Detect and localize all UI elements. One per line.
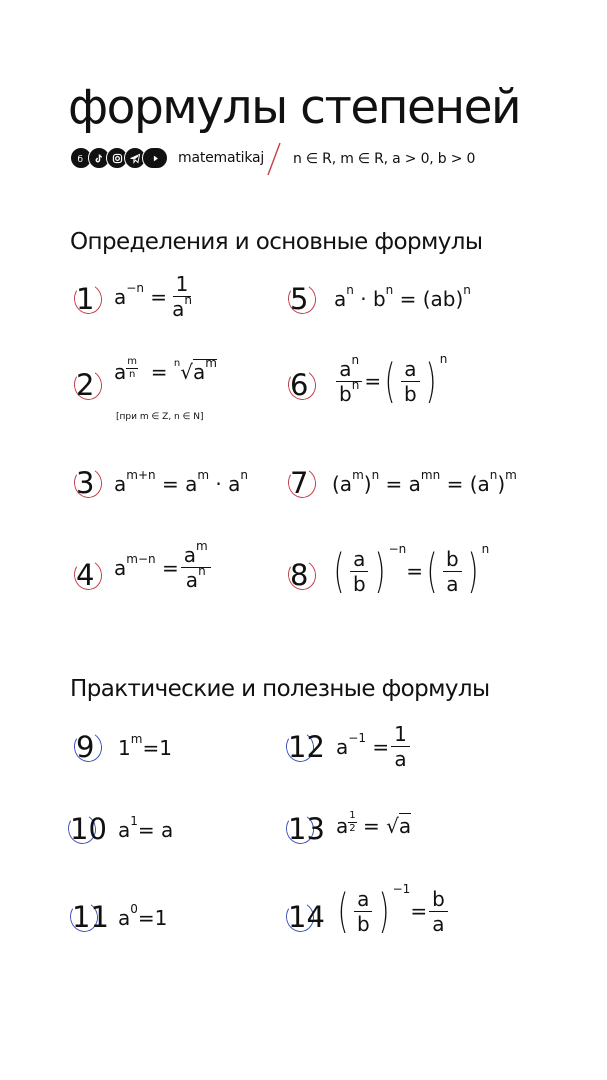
formula-12: $a^{-1}$ = $\frac{1}{a}$ [336,724,412,769]
formula-number-2: 2 [76,368,94,402]
formula-2: a $^{\frac{m}{n}}$ = $^n√a^m$ [114,356,217,384]
formula-2-note: [при m ∈ Z, n ∈ N] [116,412,204,422]
formula-11: $a^0=1$ [118,902,168,930]
formula-number-14: 14 [288,900,325,934]
formula-number-12: 12 [288,730,325,764]
formula-7: $(a^m)^n = a^{mn} = (a^n)^m$ [332,468,517,496]
youtube-icon[interactable] [142,147,168,169]
formula-4: $a^{m-n}$ = $\frac{a^m}{a^n}$ [114,545,213,590]
formula-number-3: 3 [76,466,94,500]
formula-number-6: 6 [290,368,308,402]
formula-number-11: 11 [72,900,109,934]
formula-number-5: 5 [290,282,308,316]
formula-number-4: 4 [76,558,94,592]
formula-14: ( $\frac{a}{b}$ ) $^{-1}$= $\frac{b}{a}$ [334,888,450,934]
formula-number-13: 13 [288,812,325,846]
formula-5: $a^n \cdot b^n = (ab)^n$ [334,283,471,311]
formula-6: $\frac{a^n}{b^n}$ =( $\frac{a}{b}$ ) $^n$ [334,358,447,404]
formula-3: $a^{m+n} = a^m \cdot a^n$ [114,468,248,496]
formula-8: ( $\frac{a}{b}$ ) $^{-n}$=( $\frac{b}{a}$ ) $^n$ [333,542,490,598]
formula-number-1: 1 [76,282,94,316]
formula-number-10: 10 [70,812,107,846]
formula-number-7: 7 [290,466,308,500]
handle[interactable]: matematikaj [178,150,265,166]
page-title: формулы степеней [68,80,521,135]
conditions: n ∈ R, m ∈ R, a > 0, b > 0 [293,151,476,167]
section-title-definitions: Определения и основные формулы [70,229,483,255]
formula-1: $a^{-n}$ = $\frac{1}{a^n}$ [114,272,192,321]
formula-10: $a^1= a$ [118,814,174,842]
formula-9: $1^m=1$ [118,732,172,760]
social-bar [70,147,264,169]
formula-13: a $^{\frac{1}{2}}$ = √a [336,810,412,838]
formula-number-9: 9 [76,730,94,764]
svg-text:б: б [76,154,83,165]
formula-number-8: 8 [290,558,308,592]
divider-slash [266,141,282,177]
social-icons [70,147,168,169]
section-title-practical: Практические и полезные формулы [70,676,490,702]
